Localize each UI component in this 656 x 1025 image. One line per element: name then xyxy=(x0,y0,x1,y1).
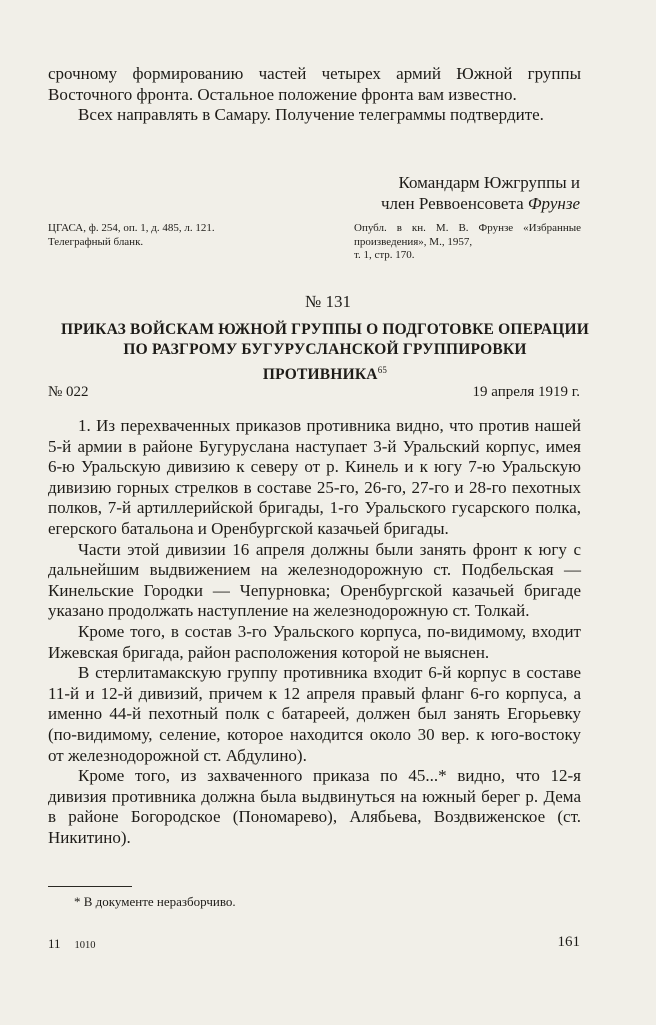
order-body xyxy=(48,416,581,848)
signature-name: Фрунзе xyxy=(527,194,580,213)
page-number: 161 xyxy=(557,934,580,950)
signature-title: Командарм Южгруппы и xyxy=(398,173,580,192)
archive-ref-line-1: ЦГАСА, ф. 254, оп. 1, д. 485, л. 121. xyxy=(48,222,215,234)
footnote: * В документе неразборчиво. xyxy=(74,894,236,909)
title-note-ref: 65 xyxy=(377,365,388,375)
order-title-text: ПРИКАЗ ВОЙСКАМ ЮЖНОЙ ГРУППЫ О ПОДГОТОВКЕ ОПЕРАЦИИ ПО РАЗГРОМУ БУГУРУСЛАНСКОЙ ГРУППИРОВКИ ПРОТИВНИКА xyxy=(60,321,590,384)
order-title xyxy=(60,320,590,385)
archive-ref-line-2: Телеграфный бланк. xyxy=(48,235,144,248)
body-paragraph-4: В стерлитамакскую группу противника входит 6-й корпус в составе 11-й и 12-й дивизий, причем к 12 апреля правый фланг 6-го корпуса, а именно 44-й пехотный полк с батареей, должен был занять Егорьевку (по-видимому, селение, которое находится около 30 вер. к юго-востоку от железнодорожной ст. Абдулино). xyxy=(48,663,581,765)
publication-ref-line-2: т. 1, стр. 170. xyxy=(354,249,415,261)
publication-reference xyxy=(354,222,581,263)
signature-line-2 xyxy=(381,193,580,214)
paragraph-send-to-samara: Всех направлять в Самару. Получение телеграммы подтвердите. xyxy=(78,105,544,125)
signature-mark xyxy=(48,936,96,952)
top-text-block xyxy=(48,64,581,126)
print-code: 1010 xyxy=(74,940,96,951)
order-number: № 022 xyxy=(48,384,89,400)
archive-reference xyxy=(48,222,288,249)
publication-ref-line-1: Опубл. в кн. М. В. Фрунзе «Избранные произведения», М., 1957, xyxy=(354,222,581,248)
body-paragraph-5: Кроме того, из захваченного приказа по 45...* видно, что 12-я дивизия противника должна была выдвинуться на южный берег р. Дема в районе Богородское (Пономарево), Алябьева, Воздвиженское (ст. Никитино). xyxy=(48,766,581,847)
signature-block xyxy=(381,172,580,214)
signature-role: член Реввоенсовета xyxy=(380,194,524,213)
sheet-number: 11 xyxy=(48,936,61,951)
body-paragraph-1: 1. Из перехваченных приказов противника видно, что против нашей 5-й армии в районе Бугуруслана наступает 3-й Уральский корпус, имея 6-ю Уральскую дивизию к северу от р. Кинель и к югу 7-ю Уральскую дивизию горных стрелков в составе 25-го, 26-го, 27-го и 28-го пехотных полков, 7-й артиллерийской бригады, 1-го Уральского гусарского полка, егерского батальона и Оренбургской казачьей бригады. xyxy=(48,416,581,538)
paragraph-continuation: срочному формированию частей четырех армий Южной группы Восточного фронта. Остальное положение фронта вам известно. xyxy=(48,64,581,104)
footnote-divider xyxy=(48,886,132,887)
body-paragraph-3: Кроме того, в состав 3-го Уральского корпуса, по-видимому, входит Ижевская бригада, район расположения которой не выяснен. xyxy=(48,621,581,662)
order-date: 19 апреля 1919 г. xyxy=(472,384,580,400)
body-paragraph-2: Части этой дивизии 16 апреля должны были занять фронт к югу с дальнейшим выдвижением на железнодорожную ст. Подбельская — Кинельские Городки — Чепурновка; Оренбургской казачьей бригаде указано продолжать наступление на железнодорожную ст. Толкай. xyxy=(48,539,581,621)
document-number-heading: № 131 xyxy=(305,292,351,311)
